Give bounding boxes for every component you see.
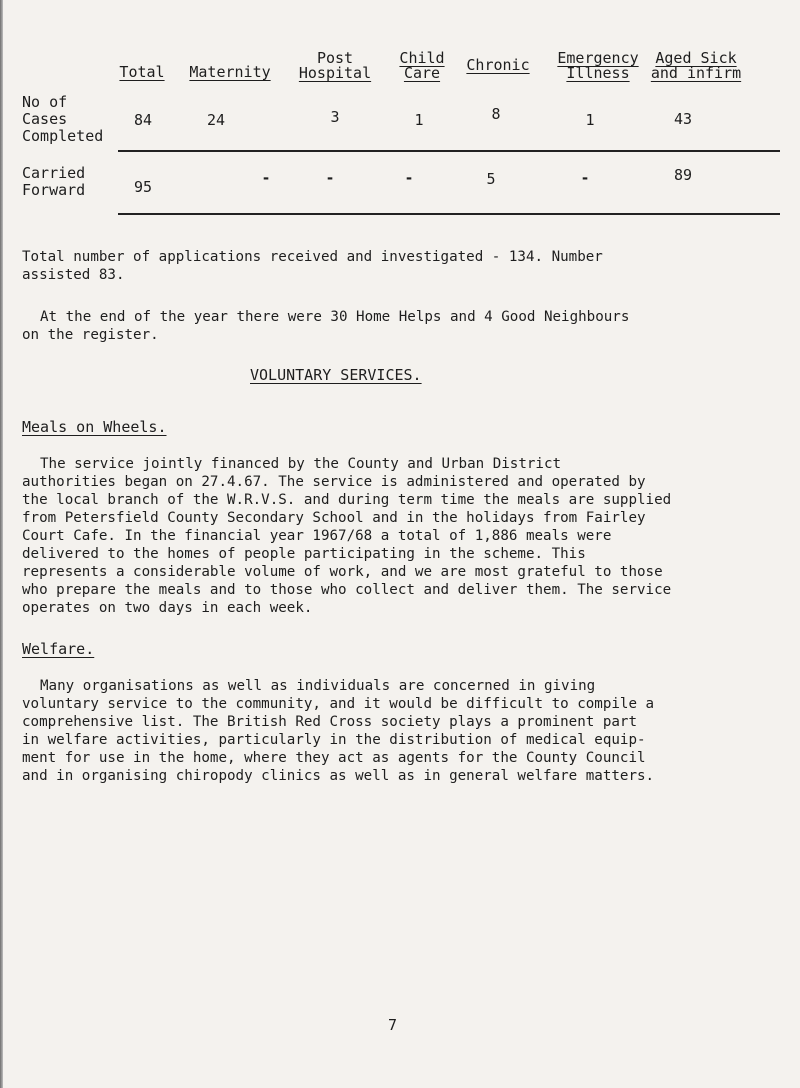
- meals-on-wheels-heading: Meals on Wheels.: [22, 418, 167, 436]
- completed-child-care: 1: [414, 111, 424, 129]
- welfare-heading: Welfare.: [22, 640, 95, 658]
- completed-total: 84: [133, 111, 153, 129]
- table-rule-1: [118, 150, 780, 152]
- carried-aged-sick: 89: [673, 166, 693, 184]
- table-rule-2: [118, 213, 780, 215]
- carried-maternity: -: [261, 169, 271, 187]
- completed-aged-sick: 43: [673, 110, 693, 128]
- header-child-care: Child Care: [399, 49, 445, 82]
- carried-child-care: -: [404, 169, 414, 187]
- header-total: Total: [119, 63, 165, 81]
- header-maternity: Maternity: [189, 63, 271, 81]
- voluntary-services-title: VOLUNTARY SERVICES.: [250, 366, 422, 384]
- header-chronic: Chronic: [466, 56, 530, 74]
- completed-post-hospital: 3: [330, 108, 340, 126]
- completed-maternity: 24: [206, 111, 226, 129]
- applications-summary: Total number of applications received and investigated - 134. Number assisted 83.: [22, 249, 603, 283]
- page-number: 7: [388, 1016, 398, 1034]
- carried-post-hospital: -: [325, 169, 335, 187]
- page-edge: [0, 0, 3, 1088]
- completed-chronic: 8: [491, 105, 501, 123]
- meals-on-wheels-text: The service jointly financed by the County and Urban District authorities began on 27.4.67. The service is administered and operated by the local branch of the W.R.V.S. and during term time the meals are supplied from Petersfield County Secondary School and in the holidays from Fairley Court Cafe. In the financial year 1967/68 a total of 1,886 meals were delivered to the homes of people participating in the scheme. This represents a considerable volume of work, and we are most grateful to those who prepare the meals and to those who collect and deliver them. The service operates on two days in each week.: [22, 456, 672, 616]
- carried-total: 95: [133, 178, 153, 196]
- welfare-text: Many organisations as well as individuals are concerned in giving voluntary service to the community, and it would be difficult to compile a comprehensive list. The British Red Cross society plays a prominent part in welfare activities, particularly in the distribution of medical equip- ment for use in the home, where they act as agents for the County Council and in organising chiropody clinics as well as in general welfare matters.: [22, 678, 655, 784]
- carried-emergency: -: [580, 169, 590, 187]
- header-aged-sick: Aged Sick and infirm: [650, 49, 742, 82]
- row-label-completed: No of Cases Completed: [22, 93, 104, 145]
- header-emergency-illness: Emergency Illness: [557, 49, 639, 82]
- carried-chronic: 5: [486, 170, 496, 188]
- row-label-carried-forward: Carried Forward: [22, 164, 86, 199]
- completed-emergency: 1: [585, 111, 595, 129]
- register-summary: At the end of the year there were 30 Home Helps and 4 Good Neighbours on the register.: [22, 309, 630, 343]
- header-post-hospital: Post Hospital: [298, 49, 372, 82]
